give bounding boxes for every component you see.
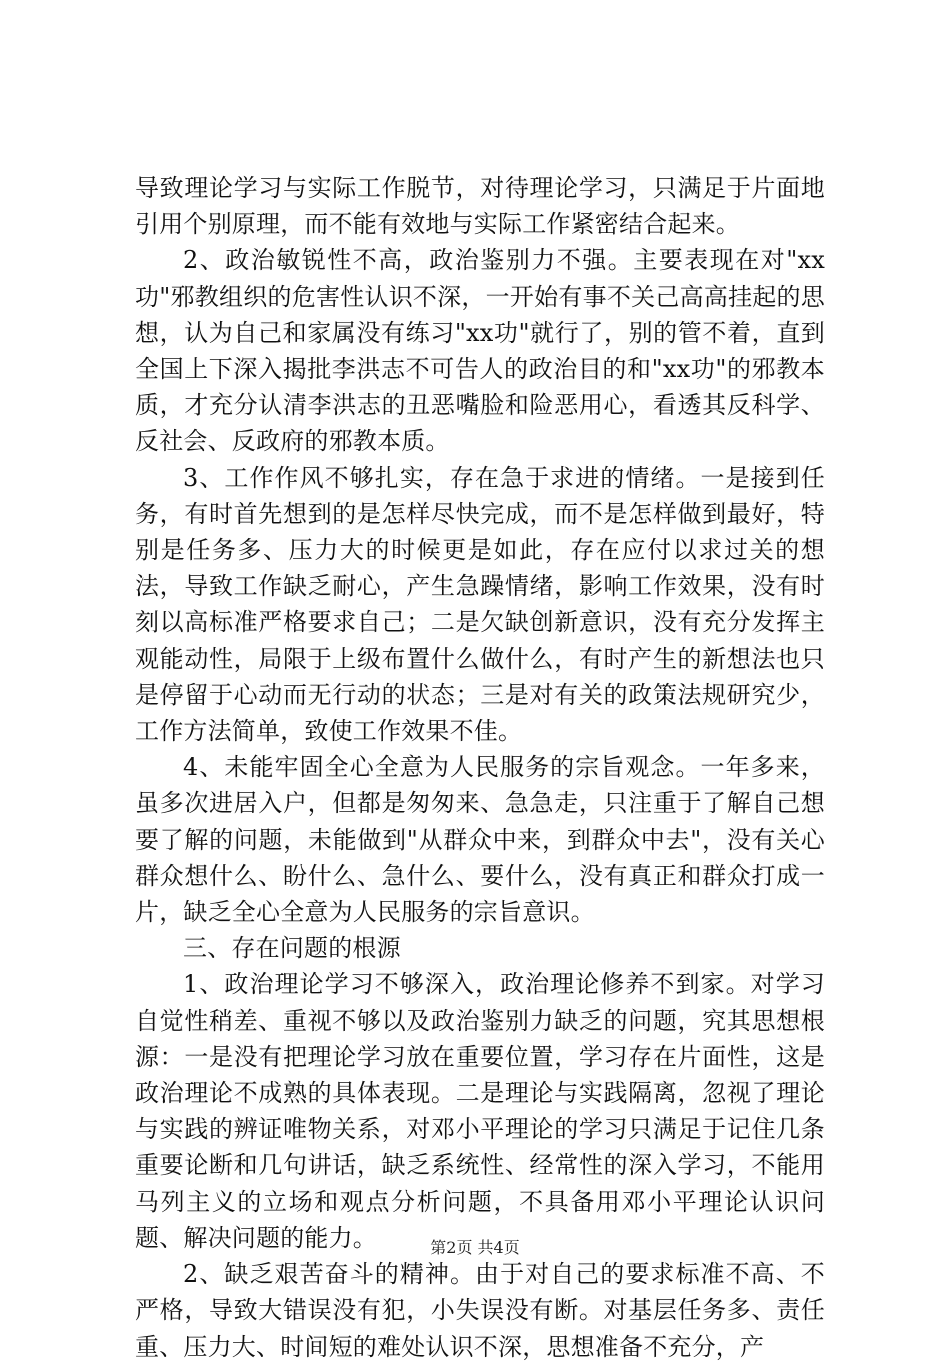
document-body [135, 170, 825, 1365]
paragraph-service-purpose: 4、未能牢固全心全意为人民服务的宗旨观念。一年多来，虽多次进居入户，但都是匆匆来、急急走，只注重于了解自己想要了解的问题，未能做到"从群众中来，到群众中去"，没有关心群众想什么、盼什么、急什么、要什么，没有真正和群众打成一片，缺乏全心全意为人民服务的宗旨意识。 [135, 753, 825, 927]
page-number-footer: 第2页 共4页 [430, 1238, 520, 1257]
paragraph-political-sensitivity: 2、政治敏锐性不高，政治鉴别力不强。主要表现在对"xx功"邪教组织的危害性认识不深，一开始有事不关己高高挂起的思想，认为自己和家属没有练习"xx功"就行了，别的管不着，直到全国上下深入揭批李洪志不可告人的政治目的和"xx功"的邪教本质，才充分认清李洪志的丑恶嘴脸和险恶用心，看透其反科学、反社会、反政府的邪教本质。 [135, 246, 825, 456]
paragraph-theory-study: 1、政治理论学习不够深入，政治理论修养不到家。对学习自觉性稍差、重视不够以及政治鉴别力缺乏的问题，究其思想根源：一是没有把理论学习放在重要位置，学习存在片面性，这是政治理论不成熟的具体表现。二是理论与实践隔离，忽视了理论与实践的辨证唯物关系，对邓小平理论的学习只满足于记住几条重要论断和几句讲话，缺乏系统性、经常性的深入学习，不能用马列主义的立场和观点分析问题，不具备用邓小平理论认识问题、解决问题的能力。 [135, 970, 825, 1252]
section-heading-root-causes: 三、存在问题的根源 [183, 934, 401, 963]
paragraph-hard-work-spirit: 2、缺乏艰苦奋斗的精神。由于对自己的要求标准不高、不严格，导致大错误没有犯，小失误没有断。对基层任务多、责任重、压力大、时间短的难处认识不深，思想准备不充分，产 [135, 1260, 825, 1361]
paragraph-work-style: 3、工作作风不够扎实，存在急于求进的情绪。一是接到任务，有时首先想到的是怎样尽快完成，而不是怎样做到最好，特别是任务多、压力大的时候更是如此，存在应付以求过关的想法，导致工作缺乏耐心，产生急躁情绪，影响工作效果，没有时刻以高标准严格要求自己；二是欠缺创新意识，没有充分发挥主观能动性，局限于上级布置什么做什么，有时产生的新想法也只是停留于心动而无行动的状态；三是对有关的政策法规研究少，工作方法简单，致使工作效果不佳。 [135, 463, 825, 746]
paragraph-continuation: 导致理论学习与实际工作脱节，对待理论学习，只满足于片面地引用个别原理，而不能有效地与实际工作紧密结合起来。 [135, 174, 825, 239]
